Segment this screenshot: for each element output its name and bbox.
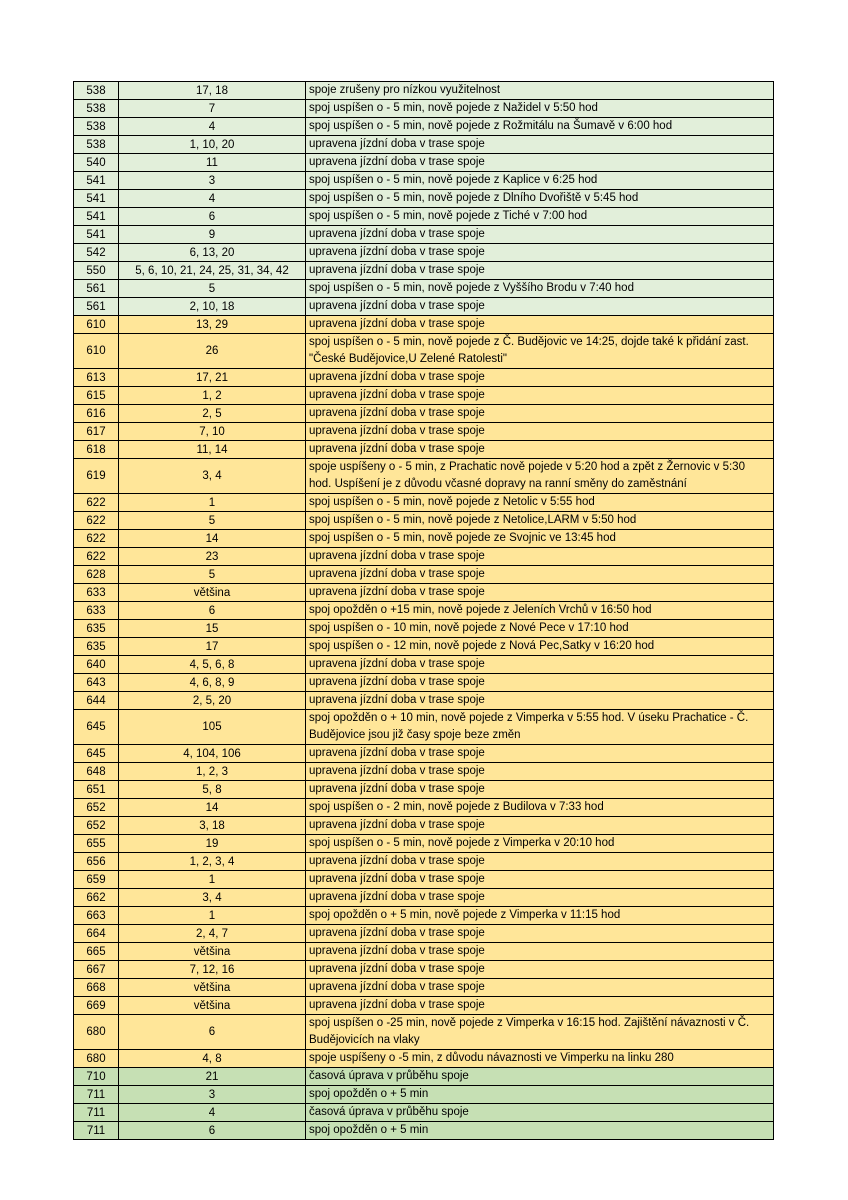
table-row — [74, 817, 774, 835]
line-number-cell: 610 — [74, 316, 119, 334]
table-row — [74, 82, 774, 100]
change-note-cell: spoj uspíšen o - 5 min, nově pojede z Vimperka v 20:10 hod — [306, 835, 774, 853]
change-note-cell: spoj uspíšen o - 5 min, nově pojede z Netolice,LARM v 5:50 hod — [306, 512, 774, 530]
change-note-cell: upravena jízdní doba v trase spoje — [306, 423, 774, 441]
change-note-cell: upravena jízdní doba v trase spoje — [306, 979, 774, 997]
table-row — [74, 172, 774, 190]
trip-numbers-cell: 4 — [119, 190, 306, 208]
line-number-cell: 651 — [74, 781, 119, 799]
change-note-cell: spoj uspíšen o - 12 min, nově pojede z Nová Pec,Satky v 16:20 hod — [306, 638, 774, 656]
line-number-cell: 541 — [74, 190, 119, 208]
change-note-cell: spoj uspíšen o - 5 min, nově pojede z Dlního Dvořiště v 5:45 hod — [306, 190, 774, 208]
change-note-cell: upravena jízdní doba v trase spoje — [306, 244, 774, 262]
table-row — [74, 512, 774, 530]
change-note-cell: spoj uspíšen o - 5 min, nově pojede z Vyššího Brodu v 7:40 hod — [306, 280, 774, 298]
change-note-cell: upravena jízdní doba v trase spoje — [306, 566, 774, 584]
change-note-cell: spoj uspíšen o - 5 min, nově pojede z Rožmitálu na Šumavě v 6:00 hod — [306, 118, 774, 136]
change-note-cell: upravena jízdní doba v trase spoje — [306, 584, 774, 602]
change-note-cell: upravena jízdní doba v trase spoje — [306, 656, 774, 674]
line-number-cell: 542 — [74, 244, 119, 262]
change-note-cell: časová úprava v průběhu spoje — [306, 1104, 774, 1122]
trip-numbers-cell: 1 — [119, 907, 306, 925]
table-row — [74, 226, 774, 244]
line-number-cell: 667 — [74, 961, 119, 979]
line-number-cell: 538 — [74, 136, 119, 154]
table-row — [74, 494, 774, 512]
table-row — [74, 799, 774, 817]
change-note-cell: upravena jízdní doba v trase spoje — [306, 871, 774, 889]
line-number-cell: 541 — [74, 208, 119, 226]
table-row — [74, 548, 774, 566]
trip-numbers-cell: 2, 5 — [119, 405, 306, 423]
trip-numbers-cell: 3 — [119, 1086, 306, 1104]
line-number-cell: 668 — [74, 979, 119, 997]
timetable-changes-table — [73, 81, 774, 1140]
line-number-cell: 622 — [74, 548, 119, 566]
line-number-cell: 664 — [74, 925, 119, 943]
change-note-cell: upravena jízdní doba v trase spoje — [306, 674, 774, 692]
table-row — [74, 566, 774, 584]
table-row — [74, 423, 774, 441]
line-number-cell: 711 — [74, 1104, 119, 1122]
table-row — [74, 208, 774, 226]
trip-numbers-cell: 6 — [119, 1122, 306, 1140]
table-row — [74, 1068, 774, 1086]
change-note-cell: spoj opožděn o +15 min, nově pojede z Jeleních Vrchů v 16:50 hod — [306, 602, 774, 620]
line-number-cell: 561 — [74, 298, 119, 316]
trip-numbers-cell: 3, 18 — [119, 817, 306, 835]
table-row — [74, 907, 774, 925]
table-row — [74, 530, 774, 548]
trip-numbers-cell: 17 — [119, 638, 306, 656]
line-number-cell: 640 — [74, 656, 119, 674]
trip-numbers-cell: 4, 5, 6, 8 — [119, 656, 306, 674]
table-row — [74, 853, 774, 871]
change-note-cell: upravena jízdní doba v trase spoje — [306, 925, 774, 943]
line-number-cell: 541 — [74, 172, 119, 190]
change-note-cell: upravena jízdní doba v trase spoje — [306, 154, 774, 172]
table-row — [74, 1015, 774, 1050]
table-row — [74, 1104, 774, 1122]
trip-numbers-cell: 11, 14 — [119, 441, 306, 459]
change-note-cell: upravena jízdní doba v trase spoje — [306, 763, 774, 781]
trip-numbers-cell: 19 — [119, 835, 306, 853]
trip-numbers-cell: 9 — [119, 226, 306, 244]
trip-numbers-cell: 4, 104, 106 — [119, 745, 306, 763]
line-number-cell: 711 — [74, 1122, 119, 1140]
trip-numbers-cell: 7, 12, 16 — [119, 961, 306, 979]
change-note-cell: spoj uspíšen o - 5 min, nově pojede z Netolic v 5:55 hod — [306, 494, 774, 512]
change-note-cell: upravena jízdní doba v trase spoje — [306, 369, 774, 387]
line-number-cell: 662 — [74, 889, 119, 907]
line-number-cell: 680 — [74, 1015, 119, 1050]
table-row — [74, 154, 774, 172]
line-number-cell: 665 — [74, 943, 119, 961]
trip-numbers-cell: 26 — [119, 334, 306, 369]
trip-numbers-cell: 14 — [119, 530, 306, 548]
trip-numbers-cell: 4 — [119, 118, 306, 136]
table-row — [74, 602, 774, 620]
trip-numbers-cell: 2, 5, 20 — [119, 692, 306, 710]
table-row — [74, 835, 774, 853]
line-number-cell: 622 — [74, 530, 119, 548]
table-row — [74, 1050, 774, 1068]
change-note-cell: upravena jízdní doba v trase spoje — [306, 226, 774, 244]
line-number-cell: 617 — [74, 423, 119, 441]
table-row — [74, 710, 774, 745]
change-note-cell: upravena jízdní doba v trase spoje — [306, 853, 774, 871]
trip-numbers-cell: 6 — [119, 208, 306, 226]
trip-numbers-cell: 7, 10 — [119, 423, 306, 441]
line-number-cell: 656 — [74, 853, 119, 871]
change-note-cell: časová úprava v průběhu spoje — [306, 1068, 774, 1086]
line-number-cell: 680 — [74, 1050, 119, 1068]
line-number-cell: 613 — [74, 369, 119, 387]
line-number-cell: 538 — [74, 82, 119, 100]
change-note-cell: spoje uspíšeny o -5 min, z důvodu návaznosti ve Vimperku na linku 280 — [306, 1050, 774, 1068]
line-number-cell: 633 — [74, 602, 119, 620]
change-note-cell: upravena jízdní doba v trase spoje — [306, 441, 774, 459]
line-number-cell: 618 — [74, 441, 119, 459]
trip-numbers-cell: 17, 21 — [119, 369, 306, 387]
change-note-cell: spoje uspíšeny o - 5 min, z Prachatic nově pojede v 5:20 hod a zpět z Žernovic v 5:30 hod. Uspíšení je z důvodu včasné dopravy na ranní směny do zaměstnání — [306, 459, 774, 494]
trip-numbers-cell: 1, 2 — [119, 387, 306, 405]
change-note-cell: spoj opožděn o + 5 min, nově pojede z Vimperka v 11:15 hod — [306, 907, 774, 925]
change-note-cell: upravena jízdní doba v trase spoje — [306, 961, 774, 979]
change-note-cell: upravena jízdní doba v trase spoje — [306, 745, 774, 763]
line-number-cell: 622 — [74, 512, 119, 530]
line-number-cell: 540 — [74, 154, 119, 172]
change-note-cell: upravena jízdní doba v trase spoje — [306, 298, 774, 316]
trip-numbers-cell: 13, 29 — [119, 316, 306, 334]
table-row — [74, 997, 774, 1015]
line-number-cell: 538 — [74, 100, 119, 118]
change-note-cell: spoj uspíšen o - 5 min, nově pojede z Tiché v 7:00 hod — [306, 208, 774, 226]
trip-numbers-cell: 4, 6, 8, 9 — [119, 674, 306, 692]
table-row — [74, 190, 774, 208]
trip-numbers-cell: 4, 8 — [119, 1050, 306, 1068]
change-note-cell: upravena jízdní doba v trase spoje — [306, 405, 774, 423]
table-row — [74, 280, 774, 298]
table-row — [74, 871, 774, 889]
trip-numbers-cell: 2, 4, 7 — [119, 925, 306, 943]
trip-numbers-cell: 5 — [119, 566, 306, 584]
change-note-cell: spoj opožděn o + 5 min — [306, 1086, 774, 1104]
change-note-cell: upravena jízdní doba v trase spoje — [306, 889, 774, 907]
table-row — [74, 1122, 774, 1140]
line-number-cell: 635 — [74, 620, 119, 638]
trip-numbers-cell: 2, 10, 18 — [119, 298, 306, 316]
line-number-cell: 622 — [74, 494, 119, 512]
trip-numbers-cell: 14 — [119, 799, 306, 817]
change-note-cell: spoj uspíšen o - 10 min, nově pojede z Nové Pece v 17:10 hod — [306, 620, 774, 638]
line-number-cell: 615 — [74, 387, 119, 405]
trip-numbers-cell: 1 — [119, 871, 306, 889]
trip-numbers-cell: většina — [119, 943, 306, 961]
table-row — [74, 334, 774, 369]
table-row — [74, 316, 774, 334]
change-note-cell: upravena jízdní doba v trase spoje — [306, 387, 774, 405]
table-row — [74, 961, 774, 979]
table-row — [74, 638, 774, 656]
line-number-cell: 710 — [74, 1068, 119, 1086]
trip-numbers-cell: 5, 6, 10, 21, 24, 25, 31, 34, 42 — [119, 262, 306, 280]
change-note-cell: upravena jízdní doba v trase spoje — [306, 548, 774, 566]
trip-numbers-cell: 1, 10, 20 — [119, 136, 306, 154]
change-note-cell: spoj uspíšen o - 5 min, nově pojede ze Svojnic ve 13:45 hod — [306, 530, 774, 548]
line-number-cell: 541 — [74, 226, 119, 244]
trip-numbers-cell: 15 — [119, 620, 306, 638]
table-row — [74, 979, 774, 997]
line-number-cell: 538 — [74, 118, 119, 136]
line-number-cell: 652 — [74, 799, 119, 817]
table-row — [74, 136, 774, 154]
table-row — [74, 745, 774, 763]
line-number-cell: 635 — [74, 638, 119, 656]
trip-numbers-cell: 1, 2, 3, 4 — [119, 853, 306, 871]
change-note-cell: spoj uspíšen o - 2 min, nově pojede z Budilova v 7:33 hod — [306, 799, 774, 817]
change-note-cell: upravena jízdní doba v trase spoje — [306, 781, 774, 799]
trip-numbers-cell: 5 — [119, 512, 306, 530]
table-row — [74, 405, 774, 423]
line-number-cell: 561 — [74, 280, 119, 298]
table-row — [74, 620, 774, 638]
change-note-cell: upravena jízdní doba v trase spoje — [306, 262, 774, 280]
change-note-cell: upravena jízdní doba v trase spoje — [306, 817, 774, 835]
table-row — [74, 387, 774, 405]
table-row — [74, 369, 774, 387]
timetable-changes-sheet — [73, 81, 774, 1140]
trip-numbers-cell: 3, 4 — [119, 889, 306, 907]
table-row — [74, 459, 774, 494]
line-number-cell: 655 — [74, 835, 119, 853]
table-row — [74, 100, 774, 118]
change-note-cell: spoj uspíšen o - 5 min, nově pojede z Č. Budějovic ve 14:25, dojde také k přidání zast. "České Budějovice,U Zelené Ratolesti" — [306, 334, 774, 369]
trip-numbers-cell: 6 — [119, 602, 306, 620]
change-note-cell: spoj uspíšen o - 5 min, nově pojede z Kaplice v 6:25 hod — [306, 172, 774, 190]
trip-numbers-cell: 3, 4 — [119, 459, 306, 494]
table-row — [74, 781, 774, 799]
trip-numbers-cell: 3 — [119, 172, 306, 190]
trip-numbers-cell: 1, 2, 3 — [119, 763, 306, 781]
line-number-cell: 633 — [74, 584, 119, 602]
table-row — [74, 656, 774, 674]
line-number-cell: 619 — [74, 459, 119, 494]
trip-numbers-cell: 4 — [119, 1104, 306, 1122]
table-row — [74, 674, 774, 692]
table-row — [74, 262, 774, 280]
change-note-cell: spoj opožděn o + 5 min — [306, 1122, 774, 1140]
table-row — [74, 925, 774, 943]
table-row — [74, 298, 774, 316]
table-body — [74, 82, 774, 1140]
trip-numbers-cell: 105 — [119, 710, 306, 745]
line-number-cell: 643 — [74, 674, 119, 692]
trip-numbers-cell: 7 — [119, 100, 306, 118]
line-number-cell: 645 — [74, 710, 119, 745]
trip-numbers-cell: 5, 8 — [119, 781, 306, 799]
table-row — [74, 118, 774, 136]
table-row — [74, 943, 774, 961]
change-note-cell: spoje zrušeny pro nízkou využitelnost — [306, 82, 774, 100]
trip-numbers-cell: 11 — [119, 154, 306, 172]
change-note-cell: upravena jízdní doba v trase spoje — [306, 136, 774, 154]
line-number-cell: 610 — [74, 334, 119, 369]
change-note-cell: upravena jízdní doba v trase spoje — [306, 997, 774, 1015]
table-row — [74, 763, 774, 781]
change-note-cell: spoj opožděn o + 10 min, nově pojede z Vimperka v 5:55 hod. V úseku Prachatice - Č. Budějovice jsou již časy spoje beze změn — [306, 710, 774, 745]
trip-numbers-cell: 1 — [119, 494, 306, 512]
line-number-cell: 663 — [74, 907, 119, 925]
trip-numbers-cell: většina — [119, 584, 306, 602]
line-number-cell: 645 — [74, 745, 119, 763]
change-note-cell: upravena jízdní doba v trase spoje — [306, 316, 774, 334]
line-number-cell: 648 — [74, 763, 119, 781]
trip-numbers-cell: 5 — [119, 280, 306, 298]
trip-numbers-cell: 17, 18 — [119, 82, 306, 100]
table-row — [74, 692, 774, 710]
trip-numbers-cell: většina — [119, 979, 306, 997]
line-number-cell: 616 — [74, 405, 119, 423]
change-note-cell: spoj uspíšen o -25 min, nově pojede z Vimperka v 16:15 hod. Zajištění návaznosti v Č. Budějovicích na vlaky — [306, 1015, 774, 1050]
change-note-cell: spoj uspíšen o - 5 min, nově pojede z Nažidel v 5:50 hod — [306, 100, 774, 118]
change-note-cell: upravena jízdní doba v trase spoje — [306, 692, 774, 710]
table-row — [74, 889, 774, 907]
line-number-cell: 652 — [74, 817, 119, 835]
trip-numbers-cell: většina — [119, 997, 306, 1015]
line-number-cell: 644 — [74, 692, 119, 710]
change-note-cell: upravena jízdní doba v trase spoje — [306, 943, 774, 961]
trip-numbers-cell: 23 — [119, 548, 306, 566]
line-number-cell: 669 — [74, 997, 119, 1015]
line-number-cell: 628 — [74, 566, 119, 584]
table-row — [74, 441, 774, 459]
trip-numbers-cell: 6 — [119, 1015, 306, 1050]
line-number-cell: 659 — [74, 871, 119, 889]
table-row — [74, 584, 774, 602]
trip-numbers-cell: 21 — [119, 1068, 306, 1086]
line-number-cell: 711 — [74, 1086, 119, 1104]
line-number-cell: 550 — [74, 262, 119, 280]
table-row — [74, 244, 774, 262]
table-row — [74, 1086, 774, 1104]
trip-numbers-cell: 6, 13, 20 — [119, 244, 306, 262]
